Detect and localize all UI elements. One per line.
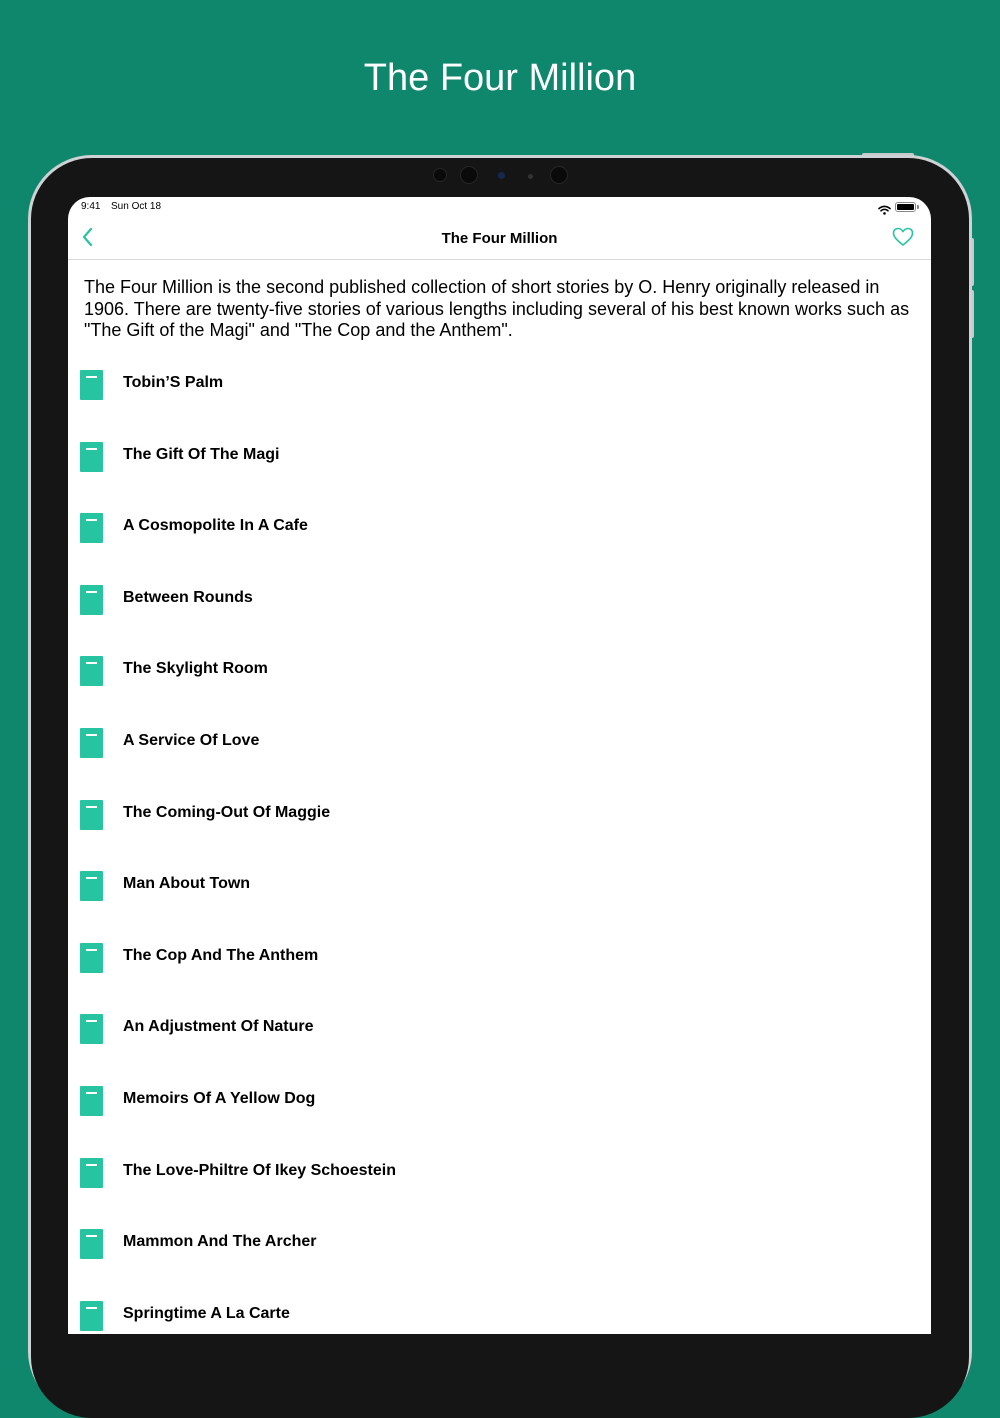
story-title: Mammon And The Archer [123,1233,317,1251]
story-item[interactable] [68,994,931,1066]
book-icon [80,1229,103,1259]
status-bar [68,197,931,219]
story-item[interactable] [68,923,931,995]
story-title: An Adjustment Of Nature [123,1018,314,1036]
story-item[interactable] [68,1281,931,1334]
story-title: Memoirs Of A Yellow Dog [123,1089,316,1107]
book-icon [80,943,103,973]
story-title: The Love-Philtre Of Ikey Schoestein [123,1161,396,1179]
battery-cap [917,205,919,209]
story-title: A Service Of Love [123,731,260,749]
device-screen [68,197,931,1334]
book-icon [80,585,103,615]
story-item[interactable] [68,1138,931,1210]
book-icon [80,513,103,543]
story-title: The Cop And The Anthem [123,946,319,964]
camera-lens [498,172,505,179]
navigation-bar [68,219,931,260]
book-icon [80,1158,103,1188]
story-title: Man About Town [123,875,251,893]
story-item[interactable] [68,851,931,923]
book-icon [80,800,103,830]
story-item[interactable] [68,708,931,780]
camera-sensor [460,166,478,184]
wifi-icon [878,202,891,220]
book-icon [80,1301,103,1331]
story-title: The Coming-Out Of Maggie [123,803,331,821]
story-item[interactable] [68,1066,931,1138]
battery-icon [895,202,916,212]
book-icon [80,1014,103,1044]
status-date: Sun Oct 18 [111,201,162,212]
story-item[interactable] [68,1209,931,1281]
book-icon [80,1086,103,1116]
story-title: The Gift Of The Magi [123,445,280,463]
heart-icon [892,227,914,252]
story-item[interactable] [68,350,931,422]
story-title: Tobin’S Palm [123,374,224,391]
book-description: The Four Million is the second published collection of short stories by O. Henry originally released in 1906. There are twenty-five stories of various lengths including several of his best known works such as "The Gift of the Magi" and "The Cop and the Anthem". [84,277,910,340]
page-title: The Four Million [441,230,558,247]
battery-level [897,204,914,210]
story-title: A Cosmopolite In A Cafe [123,517,308,535]
story-item[interactable] [68,636,931,708]
book-icon [80,370,103,400]
camera-sensor [433,168,447,182]
story-item[interactable] [68,565,931,637]
book-icon [80,871,103,901]
camera-sensor [550,166,568,184]
story-title: Springtime A La Carte [123,1304,290,1322]
favorite-button[interactable] [890,226,916,252]
story-title: The Skylight Room [123,660,268,678]
story-item[interactable] [68,780,931,852]
book-icon [80,728,103,758]
story-item[interactable] [68,493,931,565]
book-icon [80,442,103,472]
promo-title: The Four Million [363,57,637,99]
story-title: Between Rounds [123,588,253,606]
story-list [68,350,931,1334]
status-time: 9:41 [81,201,101,212]
book-icon [80,656,103,686]
camera-sensor [528,174,533,179]
story-item[interactable] [68,422,931,494]
